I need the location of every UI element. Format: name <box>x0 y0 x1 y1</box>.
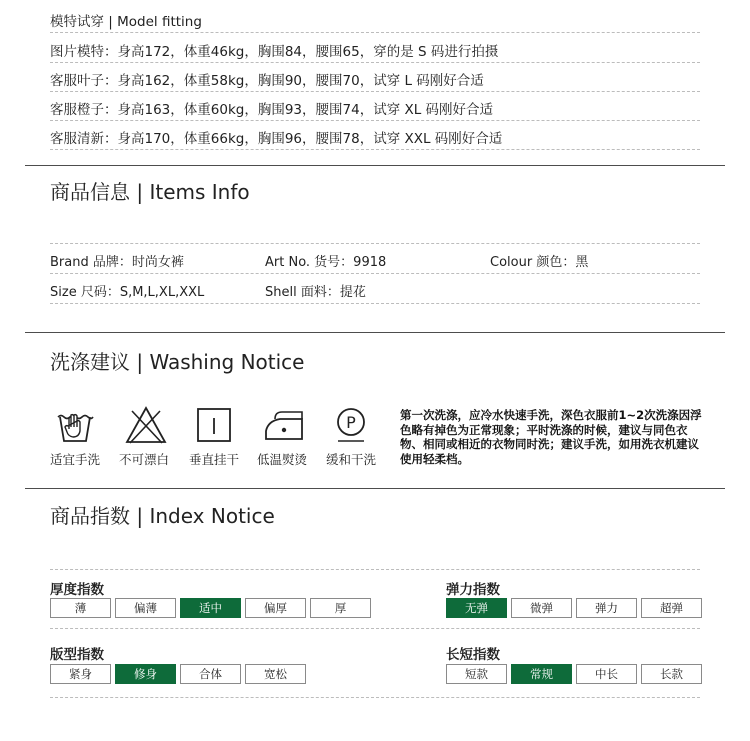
section-rule <box>25 165 725 166</box>
model-fitting-title: 模特试穿 | Model fitting <box>50 14 202 30</box>
no-bleach-icon <box>124 405 168 445</box>
divider <box>50 62 700 63</box>
low-iron-icon <box>262 409 306 443</box>
elasticity-option: 微弹 <box>511 598 572 618</box>
size-text: Size 尺码：S,M,L,XL,XXL <box>50 285 205 300</box>
length-option: 长款 <box>641 664 702 684</box>
fit-label: 版型指数 <box>50 647 104 663</box>
washing-note: 第一次洗涤，应冷水快速手洗，深色衣服前1~2次洗涤因浮色略有掉色为正常现象；平时洗涤的时候，建议与同色衣物、相同或相近的衣物同时洗；建议手洗，如用洗衣机建议使用轻柔档。 <box>400 408 702 466</box>
divider <box>50 697 700 698</box>
length-label: 长短指数 <box>446 647 500 663</box>
no-bleach-label: 不可漂白 <box>119 452 170 467</box>
divider <box>50 120 700 121</box>
fitting-row: 客服橙子：身高163，体重60kg，胸围93，腰围74，试穿 XL 码刚好合适 <box>50 102 494 118</box>
thickness-option: 偏薄 <box>115 598 176 618</box>
brand-text: Brand 品牌：时尚女裤 <box>50 255 184 270</box>
svg-text:P: P <box>346 413 356 432</box>
fitting-row: 客服叶子：身高162，体重58kg，胸围90，腰围70，试穿 L 码刚好合适 <box>50 73 484 89</box>
index-title: 商品指数 | Index Notice <box>50 504 275 528</box>
elasticity-option: 超弹 <box>641 598 702 618</box>
divider <box>50 32 700 33</box>
length-option: 短款 <box>446 664 507 684</box>
length-option: 中长 <box>576 664 637 684</box>
hand-wash-label: 适宜手洗 <box>50 452 101 467</box>
washing-title: 洗涤建议 | Washing Notice <box>50 350 305 374</box>
art-no-text: Art No. 货号：9918 <box>265 255 387 270</box>
section-rule <box>25 332 725 333</box>
hang-dry-label: 垂直挂干 <box>189 452 240 467</box>
fitting-row: 客服清新：身高170，体重66kg，胸围96，腰围78，试穿 XXL 码刚好合适 <box>50 131 503 147</box>
fitting-row: 图片模特：身高172，体重46kg，胸围84，腰围65，穿的是 S 码进行拍摄 <box>50 44 499 60</box>
shell-text: Shell 面料：提花 <box>265 285 366 300</box>
fit-option: 紧身 <box>50 664 111 684</box>
gentle-dry-clean-label: 缓和干洗 <box>326 452 377 467</box>
thickness-option: 薄 <box>50 598 111 618</box>
divider <box>50 303 700 304</box>
elasticity-option-selected: 无弹 <box>446 598 507 618</box>
length-option-selected: 常规 <box>511 664 572 684</box>
hand-wash-icon <box>55 405 95 445</box>
divider <box>50 569 700 570</box>
thickness-option: 厚 <box>310 598 371 618</box>
elasticity-option: 弹力 <box>576 598 637 618</box>
section-rule <box>25 488 725 489</box>
thickness-option: 偏厚 <box>245 598 306 618</box>
items-info-title: 商品信息 | Items Info <box>50 180 250 204</box>
divider <box>50 243 700 244</box>
elasticity-label: 弹力指数 <box>446 582 500 598</box>
fit-option-selected: 修身 <box>115 664 176 684</box>
divider <box>50 91 700 92</box>
gentle-dry-clean-icon <box>333 405 369 445</box>
thickness-option-selected: 适中 <box>180 598 241 618</box>
divider <box>50 628 700 629</box>
colour-text: Colour 颜色：黑 <box>490 255 589 270</box>
hang-dry-icon <box>196 407 232 443</box>
divider <box>50 273 700 274</box>
thickness-label: 厚度指数 <box>50 582 104 598</box>
fit-option: 宽松 <box>245 664 306 684</box>
fit-option: 合体 <box>180 664 241 684</box>
divider <box>50 149 700 150</box>
low-iron-label: 低温熨烫 <box>257 452 308 467</box>
